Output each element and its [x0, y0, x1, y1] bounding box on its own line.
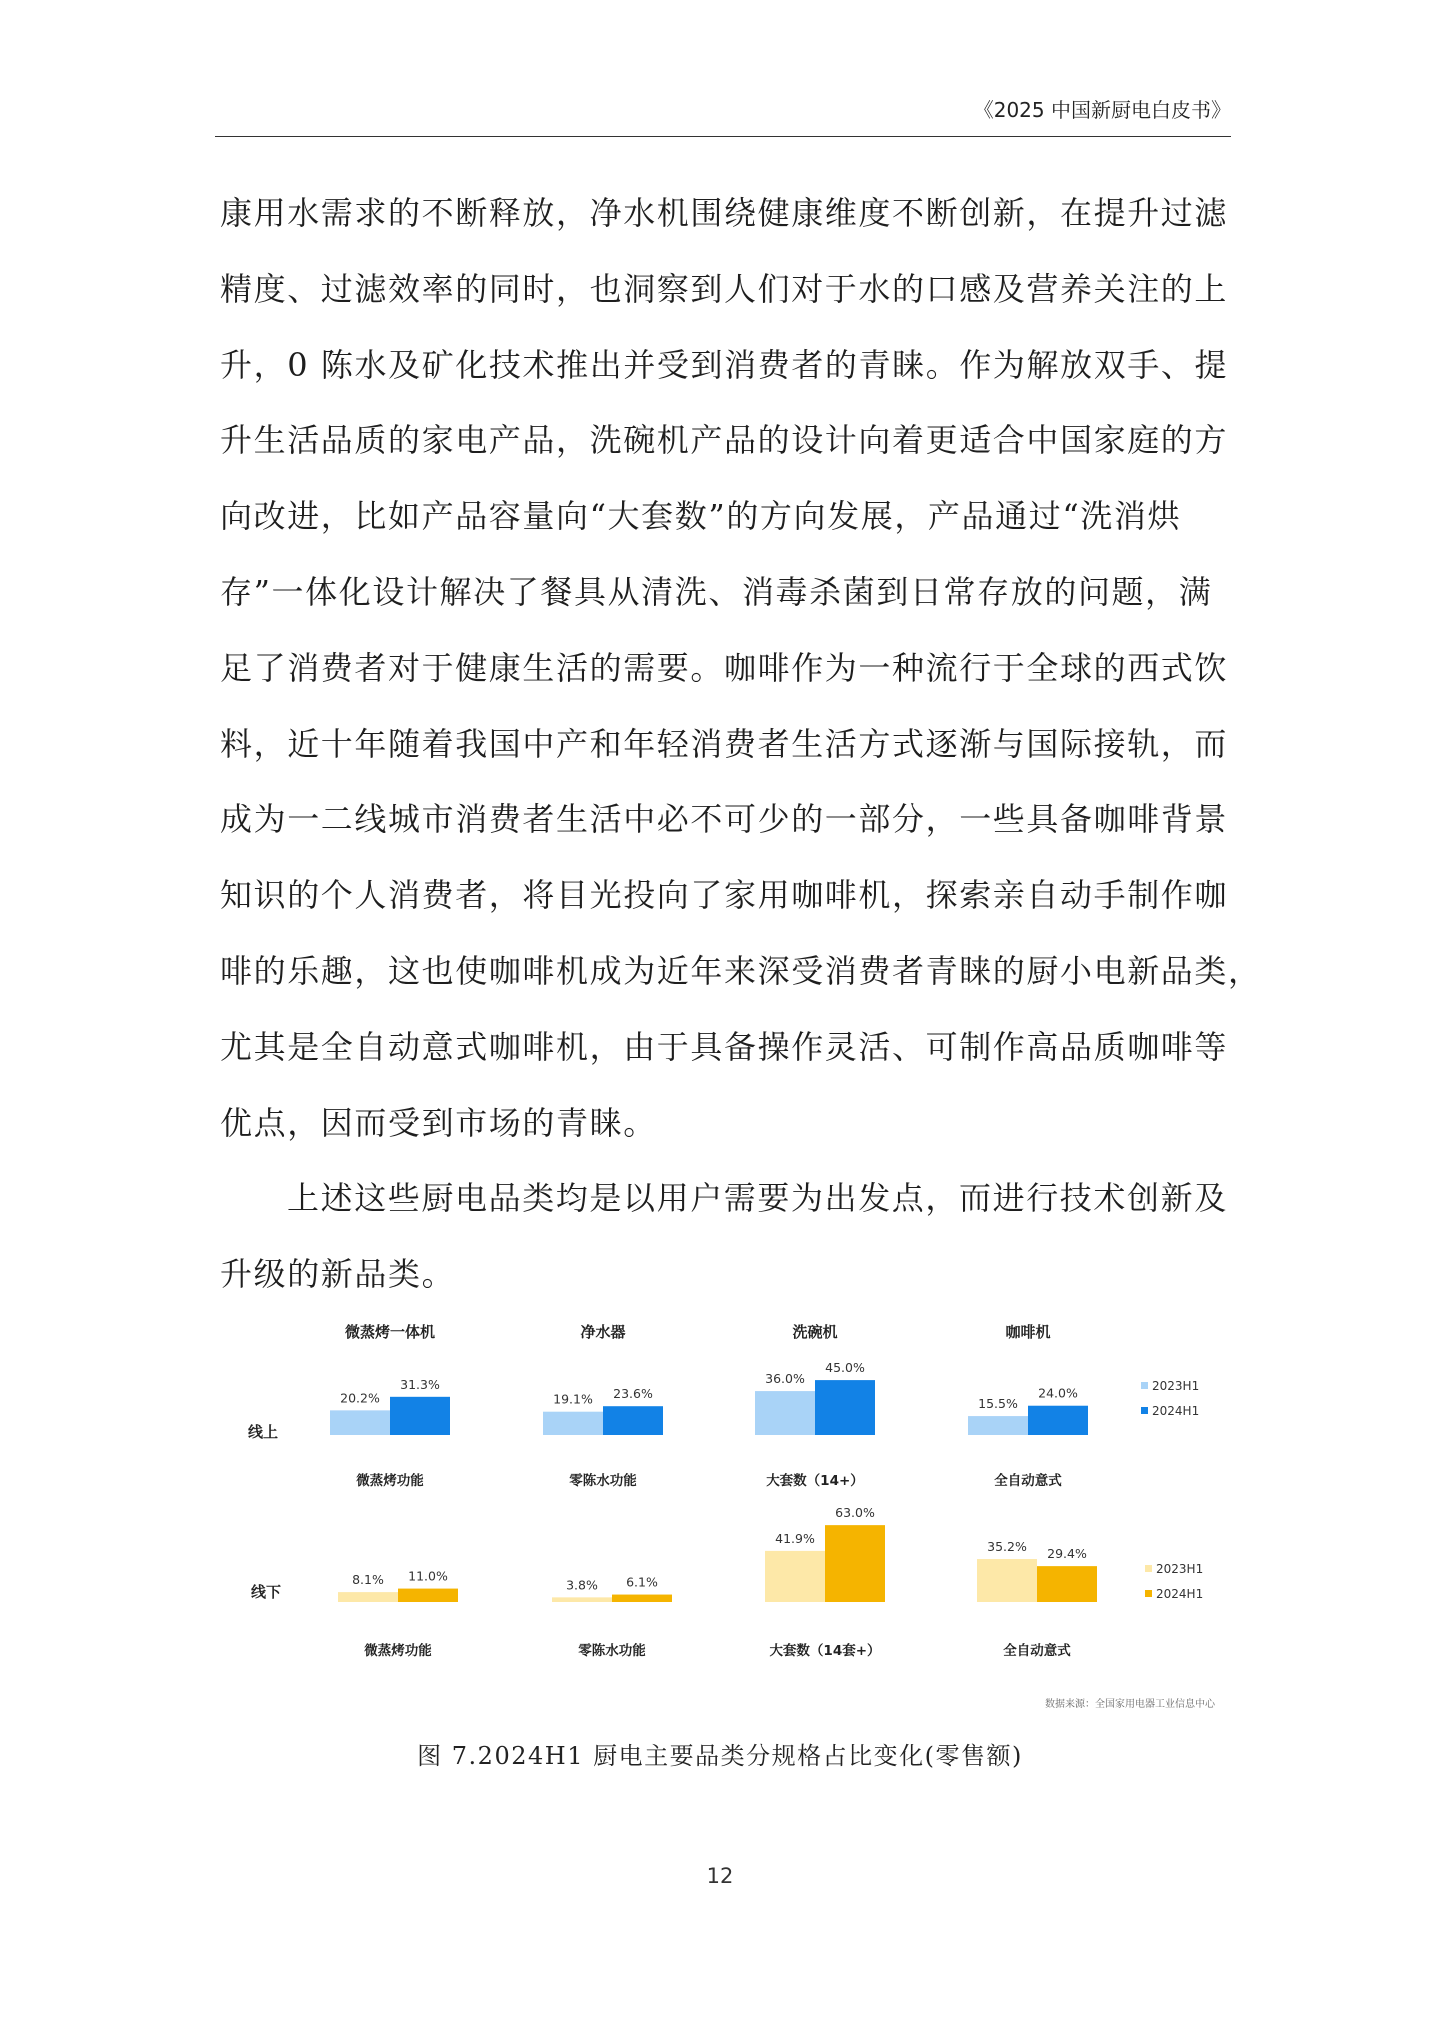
legend-label: 2024H1: [1152, 1404, 1200, 1418]
category-title: 净水器: [580, 1323, 626, 1341]
body-text: [220, 176, 1262, 1313]
legend-label: 2023H1: [1152, 1379, 1200, 1393]
legend-label: 2023H1: [1156, 1562, 1204, 1576]
data-label: 3.8%: [566, 1577, 598, 1593]
legend-swatch: [1141, 1407, 1148, 1414]
data-label: 8.1%: [352, 1572, 384, 1588]
text-line: 尤其是全自动意式咖啡机，由于具备操作灵活、可制作高品质咖啡等: [220, 1027, 1229, 1066]
data-source: 数据来源：全国家用电器工业信息中心: [1045, 1699, 1215, 1710]
bar: [825, 1525, 885, 1602]
text-line: 存”一体化设计解决了餐具从清洗、消毒杀菌到日常存放的问题，满: [220, 572, 1213, 611]
data-label: 36.0%: [765, 1371, 805, 1387]
category-sublabel: 零陈水功能: [578, 1643, 646, 1659]
category-title: 微蒸烤一体机: [344, 1323, 436, 1341]
bar: [338, 1592, 398, 1602]
channel-label: 线下: [251, 1583, 282, 1601]
bar: [330, 1410, 390, 1435]
data-label: 24.0%: [1038, 1385, 1078, 1401]
document-title: 《2025 中国新厨电白皮书》: [973, 98, 1231, 122]
channel-label: 线上: [248, 1423, 279, 1441]
text-line: 精度、过滤效率的同时，也洞察到人们对于水的口感及营养关注的上: [220, 269, 1229, 308]
category-title: 洗碗机: [792, 1323, 838, 1341]
data-label: 11.0%: [408, 1568, 448, 1584]
data-label: 29.4%: [1047, 1546, 1087, 1562]
figure-caption: 图 7.2024H1 厨电主要品类分规格占比变化(零售额): [417, 1742, 1023, 1770]
text-line: 足了消费者对于健康生活的需要。咖啡作为一种流行于全球的西式饮: [220, 648, 1229, 687]
text-line: 上述这些厨电品类均是以用户需要为出发点，而进行技术创新及: [287, 1179, 1228, 1218]
data-label: 19.1%: [553, 1391, 593, 1407]
page-number: 12: [706, 1864, 734, 1888]
text-line: 康用水需求的不断释放，净水机围绕健康维度不断创新，在提升过滤: [220, 194, 1229, 232]
legend-swatch: [1141, 1382, 1148, 1389]
bar: [815, 1380, 875, 1435]
text-line: 升，0 陈水及矿化技术推出并受到消费者的青睐。作为解放双手、提: [220, 345, 1229, 384]
category-sublabel: 零陈水功能: [569, 1473, 637, 1489]
text-line: 成为一二线城市消费者生活中必不可少的一部分，一些具备咖啡背景: [220, 800, 1229, 839]
data-label: 31.3%: [400, 1376, 440, 1392]
bar: [612, 1595, 672, 1602]
bar: [755, 1391, 815, 1435]
text-line: 知识的个人消费者，将目光投向了家用咖啡机，探索亲自动手制作咖: [220, 876, 1229, 915]
text-line: 升级的新品类。: [220, 1255, 456, 1294]
bar: [1037, 1566, 1097, 1602]
running-header: [215, 98, 1231, 137]
text-line: 向改进，比如产品容量向“大套数”的方向发展，产品通过“洗消烘: [220, 497, 1182, 536]
bar: [543, 1412, 603, 1435]
bar: [603, 1406, 663, 1435]
bar: [398, 1589, 458, 1602]
category-sublabel: 全自动意式: [1003, 1643, 1071, 1659]
category-sublabel: 全自动意式: [994, 1473, 1062, 1489]
text-line: 升生活品质的家电产品，洗碗机产品的设计向着更适合中国家庭的方: [220, 421, 1229, 460]
bar: [765, 1551, 825, 1602]
data-label: 23.6%: [613, 1386, 653, 1402]
data-label: 45.0%: [825, 1360, 865, 1376]
legend-swatch: [1145, 1565, 1152, 1572]
category-sublabel: 微蒸烤功能: [364, 1643, 432, 1659]
text-line: 料，近十年随着我国中产和年轻消费者生活方式逐渐与国际接轨，而: [220, 724, 1229, 763]
chart: [215, 1315, 1235, 1725]
text-line: 啡的乐趣，这也使咖啡机成为近年来深受消费者青睐的厨小电新品类，: [220, 951, 1262, 990]
bar: [977, 1559, 1037, 1602]
text-line: 优点，因而受到市场的青睐。: [220, 1103, 657, 1142]
data-label: 20.2%: [340, 1390, 380, 1406]
category-sublabel: 微蒸烤功能: [356, 1473, 424, 1489]
legend-swatch: [1145, 1590, 1152, 1597]
category-title: 咖啡机: [1005, 1323, 1051, 1341]
category-sublabel: 大套数（14套+）: [769, 1643, 881, 1659]
data-label: 6.1%: [626, 1574, 658, 1590]
data-label: 15.5%: [978, 1396, 1018, 1412]
bar: [968, 1416, 1028, 1435]
legend-label: 2024H1: [1156, 1587, 1204, 1601]
chart-figure: [215, 1315, 1235, 1729]
category-sublabel: 大套数（14+）: [766, 1473, 864, 1489]
data-label: 41.9%: [775, 1530, 815, 1546]
bar: [552, 1597, 612, 1602]
bar: [390, 1397, 450, 1435]
data-label: 63.0%: [835, 1505, 875, 1521]
data-label: 35.2%: [987, 1539, 1027, 1555]
bar: [1028, 1406, 1088, 1435]
